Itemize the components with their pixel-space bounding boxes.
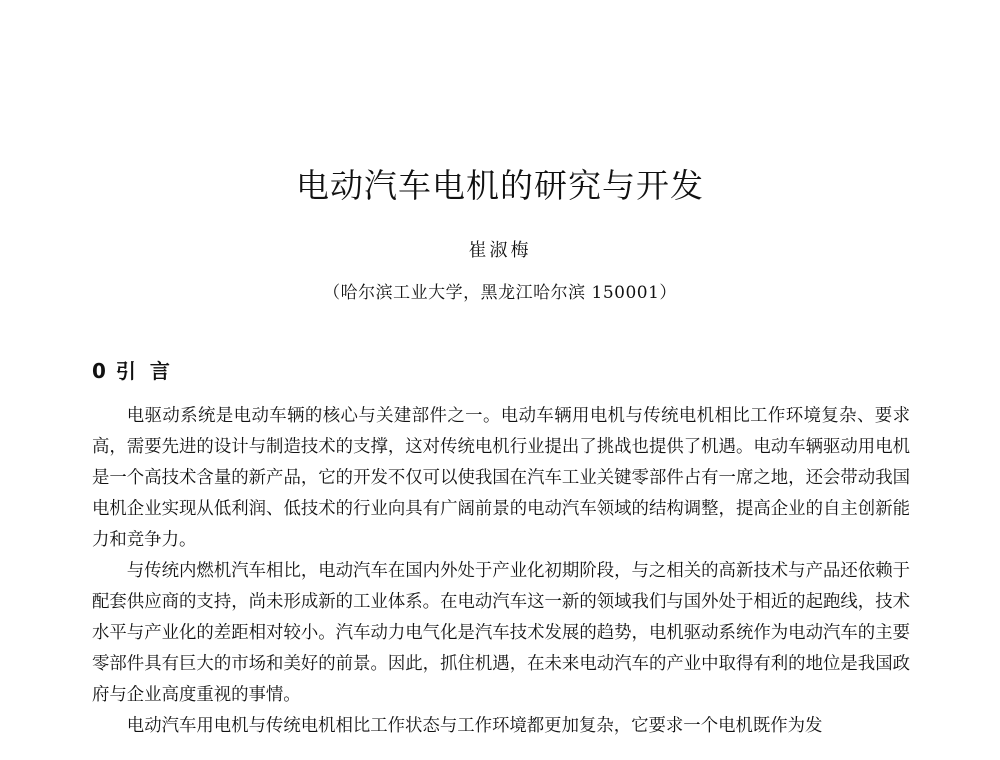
section-heading xyxy=(92,355,184,384)
section-title: 引言 xyxy=(115,359,184,383)
section-body xyxy=(92,401,910,742)
author-affiliation: （哈尔滨工业大学，黑龙江哈尔滨 150001） xyxy=(323,283,677,303)
author-name: 崔淑梅 xyxy=(468,240,532,261)
section-number: 0 xyxy=(92,359,106,383)
paragraph-3: 电动汽车用电机与传统电机相比工作状态与工作环境都更加复杂，它要求一个电机既作为发 xyxy=(126,716,823,736)
paper-title: 电动汽车电机的研究与开发 xyxy=(296,166,704,205)
paragraph-2: 与传统内燃机汽车相比，电动汽车在国内外处于产业化初期阶段，与之相关的高新技术与产品还依赖于配套供应商的支持，尚未形成新的工业体系。在电动汽车这一新的领域我们与国外处于相近的起跑线，技术水平与产业化的差距相对较小。汽车动力电气化是汽车技术发展的趋势，电机驱动系统作为电动汽车的主要零部件具有巨大的市场和美好的前景。因此，抓住机遇，在未来电动汽车的产业中取得有利的地位是我国政府与企业高度重视的事情。 xyxy=(92,561,910,705)
paragraph-1: 电驱动系统是电动车辆的核心与关建部件之一。电动车辆用电机与传统电机相比工作环境复杂、要求高，需要先进的设计与制造技术的支撑，这对传统电机行业提出了挑战也提供了机遇。电动车辆驱动用电机是一个高技术含量的新产品，它的开发不仅可以使我国在汽车工业关键零部件占有一席之地，还会带动我国电机企业实现从低利润、低技术的行业向具有广阔前景的电动汽车领域的结构调整，提高企业的自主创新能力和竞争力。 xyxy=(92,406,910,550)
